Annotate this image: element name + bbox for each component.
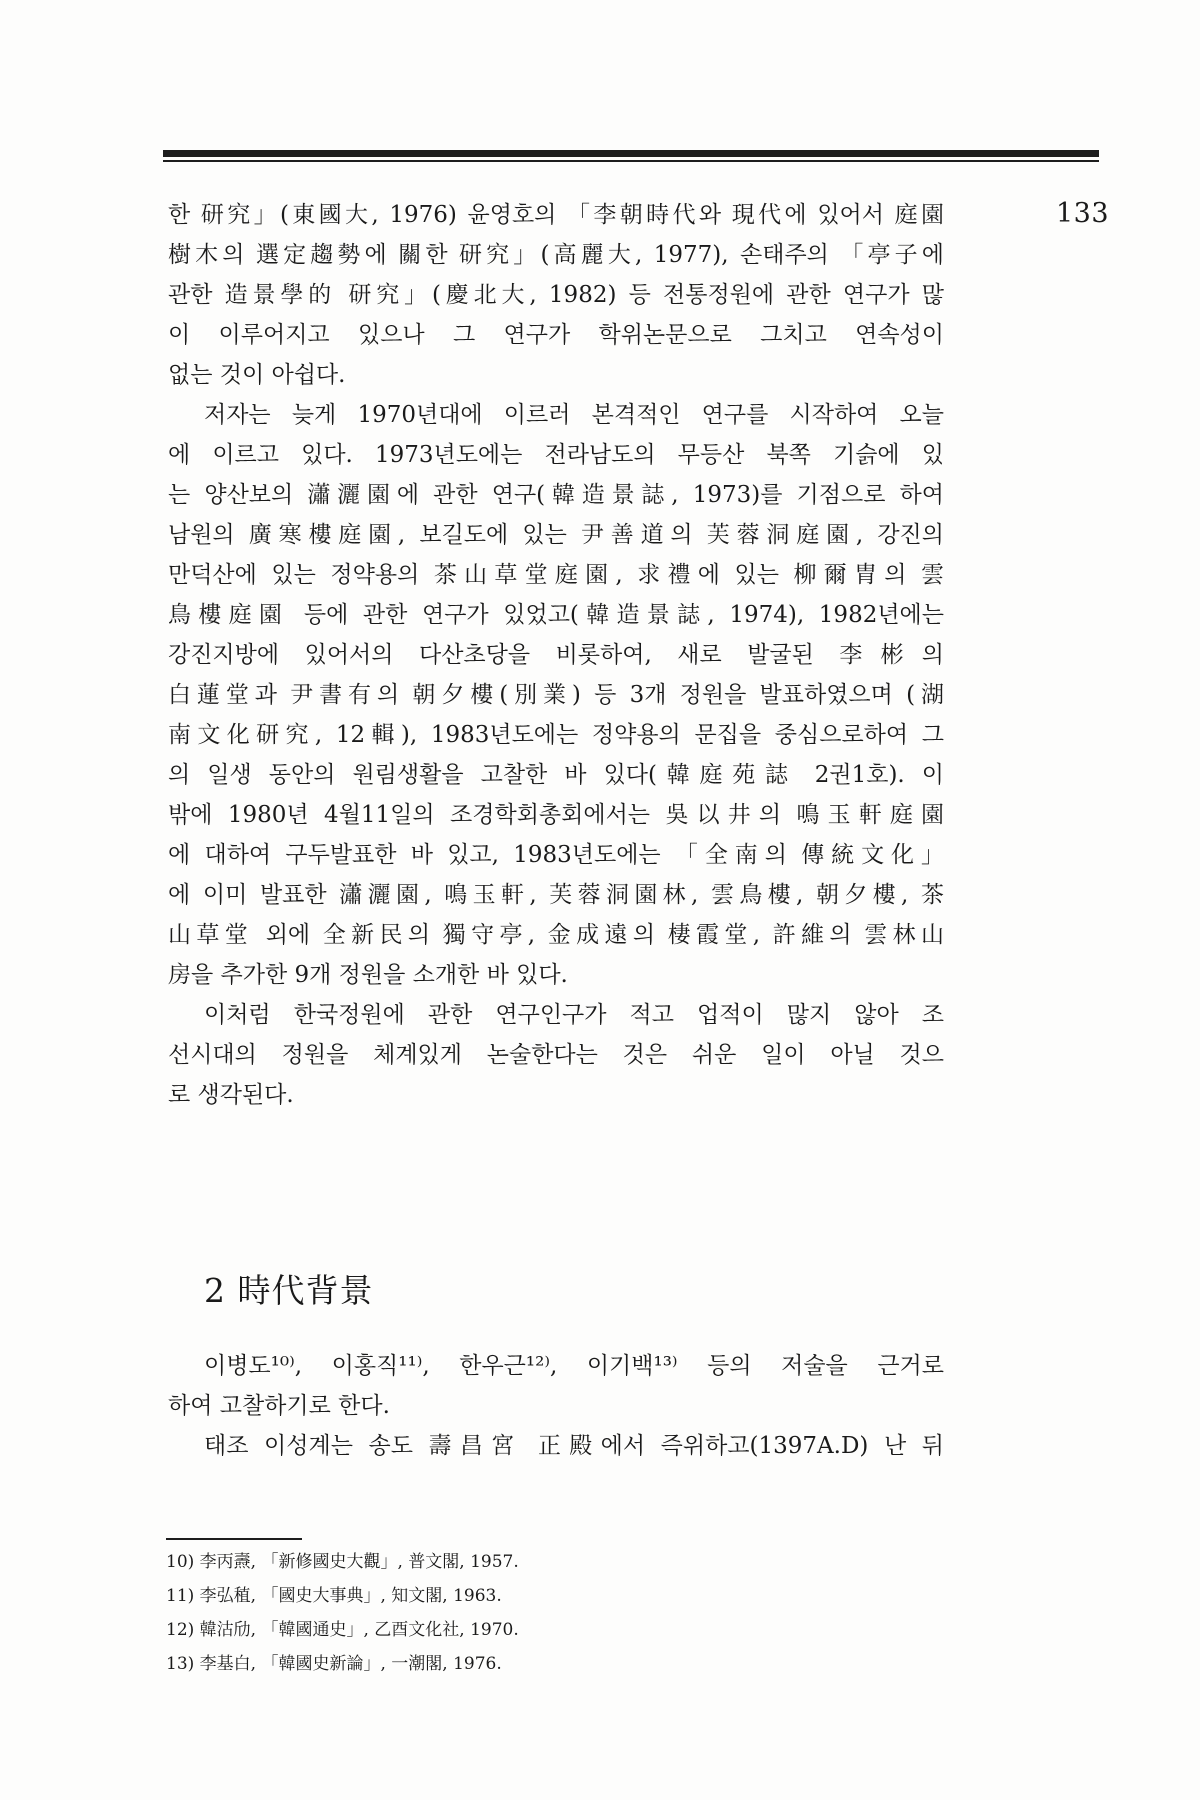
text-line: 남원의 廣寒樓庭園, 보길도에 있는 尹善道의 芙蓉洞庭園, 강진의 xyxy=(168,522,944,548)
text-line: 저자는 늦게 1970년대에 이르러 본격적인 연구를 시작하여 오늘 xyxy=(204,402,944,428)
text-line: 태조 이성계는 송도 壽昌宮 正殿에서 즉위하고(1397A.D) 난 뒤 xyxy=(204,1433,944,1459)
text-line: 房을 추가한 9개 정원을 소개한 바 있다. xyxy=(168,962,568,988)
footnote-item: 11) 李弘稙, 「國史大事典」, 知文閣, 1963. xyxy=(166,1586,502,1606)
text-line: 만덕산에 있는 정약용의 茶山草堂庭園, 求禮에 있는 柳爾胄의 雲 xyxy=(168,562,944,588)
text-line: 이병도¹⁰⁾, 이홍직¹¹⁾, 한우근¹²⁾, 이기백¹³⁾ 등의 저술을 근거로 xyxy=(204,1353,944,1379)
footnote-rule xyxy=(166,1538,302,1540)
text-line: 南文化研究, 12輯), 1983년도에는 정약용의 문집을 중심으로하여 그 xyxy=(168,722,944,748)
text-line: 白蓮堂과 尹書有의 朝夕樓(別業) 등 3개 정원을 발표하였으며 (湖 xyxy=(168,682,944,708)
text-line: 하여 고찰하기로 한다. xyxy=(168,1393,390,1419)
text-line: 없는 것이 아쉽다. xyxy=(168,362,346,388)
text-line: 는 양산보의 瀟灑園에 관한 연구(韓造景誌, 1973)를 기점으로 하여 xyxy=(168,482,944,508)
text-line: 에 대하여 구두발표한 바 있고, 1983년도에는 「全南의 傳統文化」 xyxy=(168,842,944,868)
body-text xyxy=(168,195,944,1115)
text-line: 山草堂 외에 全新民의 獨守亭, 金成遠의 棲霞堂, 許維의 雲林山 xyxy=(168,922,944,948)
text-line: 의 일생 동안의 원림생활을 고찰한 바 있다(韓庭苑誌 2권1호). 이 xyxy=(168,762,944,788)
footnote-item: 13) 李基白, 「韓國史新論」, 一潮閣, 1976. xyxy=(166,1654,502,1674)
text-line: 관한 造景學的 研究」(慶北大, 1982) 등 전통정원에 관한 연구가 많 xyxy=(168,282,944,308)
section-heading: 2 時代背景 xyxy=(204,1271,374,1310)
text-line: 한 研究」(東國大, 1976) 윤영호의 「李朝時代와 現代에 있어서 庭園 xyxy=(168,202,944,228)
text-line: 로 생각된다. xyxy=(168,1082,294,1108)
footnote-item: 12) 韓沽劤, 「韓國通史」, 乙酉文化社, 1970. xyxy=(166,1620,519,1640)
text-line: 에 이미 발표한 瀟灑園, 鳴玉軒, 芙蓉洞園林, 雲鳥樓, 朝夕樓, 茶 xyxy=(168,882,944,908)
text-line: 에 이르고 있다. 1973년도에는 전라남도의 무등산 북쪽 기슭에 있 xyxy=(168,442,944,468)
footnote-item: 10) 李丙燾, 「新修國史大觀」, 普文閣, 1957. xyxy=(166,1552,519,1572)
text-line: 樹木의 選定趨勢에 關한 研究」(高麗大, 1977), 손태주의 「亭子에 xyxy=(168,242,944,268)
text-line: 강진지방에 있어서의 다산초당을 비롯하여, 새로 발굴된 李彬의 xyxy=(168,642,944,668)
text-line: 이 이루어지고 있으나 그 연구가 학위논문으로 그치고 연속성이 xyxy=(168,322,944,348)
header-rule xyxy=(163,150,1099,157)
text-line: 선시대의 정원을 체계있게 논술한다는 것은 쉬운 일이 아닐 것으 xyxy=(168,1042,944,1068)
page-number: 133 xyxy=(1056,198,1110,229)
footnotes xyxy=(166,1545,519,1681)
section-body xyxy=(168,1345,944,1465)
text-line: 鳥樓庭園 등에 관한 연구가 있었고(韓造景誌, 1974), 1982년에는 xyxy=(168,602,944,628)
text-line: 이처럼 한국정원에 관한 연구인구가 적고 업적이 많지 않아 조 xyxy=(204,1002,944,1028)
text-line: 밖에 1980년 4월11일의 조경학회총회에서는 吳以井의 鳴玉軒庭園 xyxy=(168,802,944,828)
